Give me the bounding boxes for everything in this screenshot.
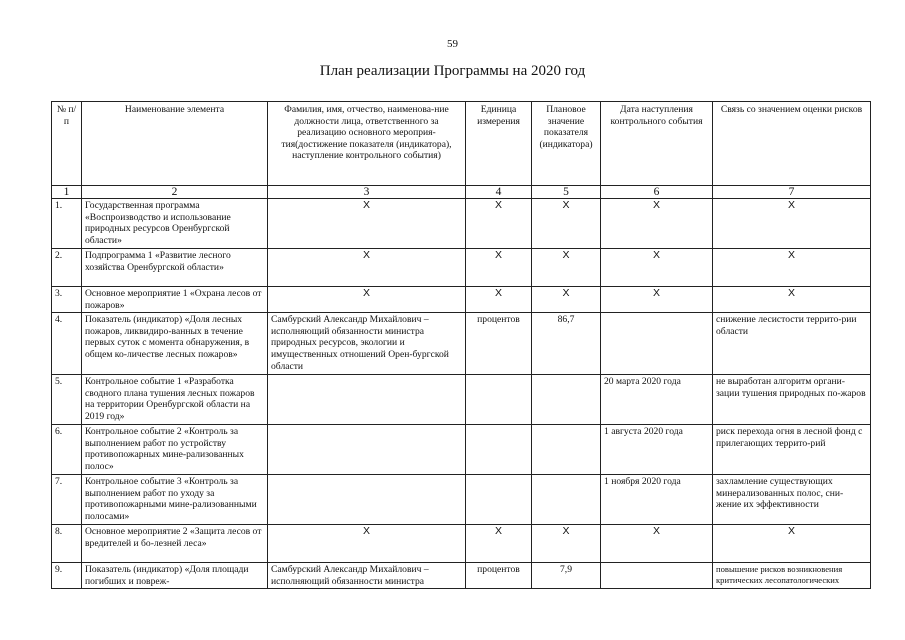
row-number: 6. [52, 425, 82, 475]
risk-link: X [713, 287, 871, 313]
risk-link: повышение рисков возникновения критических лесопатологических [713, 563, 871, 589]
responsible-person [268, 475, 466, 525]
column-number: 4 [466, 186, 532, 199]
row-number: 9. [52, 563, 82, 589]
table-row [52, 475, 871, 525]
row-number: 1. [52, 199, 82, 249]
header-number: № п/п [52, 102, 82, 186]
event-date: X [601, 199, 713, 249]
risk-link: не выработан алгоритм органи-зации тушения природных по-жаров [713, 375, 871, 425]
header-event-date: Дата наступления контрольного события [601, 102, 713, 186]
column-number: 5 [532, 186, 601, 199]
risk-link: захламление существующих минерализованных полос, сни-жение их эффективности [713, 475, 871, 525]
table-row [52, 287, 871, 313]
responsible-person: Самбурский Александр Михайлович – исполняющий обязанности министра природных ресурсов, экологии и имущественных отношений Орен-бургской области [268, 313, 466, 375]
responsible-person: X [268, 199, 466, 249]
risk-link: X [713, 249, 871, 287]
table-row [52, 425, 871, 475]
event-date: X [601, 287, 713, 313]
unit [466, 475, 532, 525]
row-number: 8. [52, 525, 82, 563]
row-number: 5. [52, 375, 82, 425]
event-date [601, 313, 713, 375]
column-number: 6 [601, 186, 713, 199]
planned-value [532, 475, 601, 525]
unit: процентов [466, 313, 532, 375]
planned-value [532, 425, 601, 475]
element-name: Основное мероприятие 1 «Охрана лесов от пожаров» [82, 287, 268, 313]
row-number: 2. [52, 249, 82, 287]
planned-value: 86,7 [532, 313, 601, 375]
column-number-row [52, 186, 871, 199]
element-name: Показатель (индикатор) «Доля площади погибших и повреж- [82, 563, 268, 589]
header-planned-value: Плановое значение показателя (индикатора) [532, 102, 601, 186]
planned-value: 7,9 [532, 563, 601, 589]
event-date: 20 марта 2020 года [601, 375, 713, 425]
row-number: 3. [52, 287, 82, 313]
event-date: X [601, 249, 713, 287]
row-number: 7. [52, 475, 82, 525]
header-risk-link: Связь со значением оценки рисков [713, 102, 871, 186]
table-row [52, 249, 871, 287]
column-number: 2 [82, 186, 268, 199]
event-date: 1 ноября 2020 года [601, 475, 713, 525]
planned-value: X [532, 199, 601, 249]
event-date: X [601, 525, 713, 563]
responsible-person [268, 375, 466, 425]
document-title: План реализации Программы на 2020 год [319, 63, 586, 79]
responsible-person: X [268, 525, 466, 563]
risk-link: X [713, 199, 871, 249]
column-number: 7 [713, 186, 871, 199]
planned-value: X [532, 249, 601, 287]
unit: X [466, 199, 532, 249]
element-name: Основное мероприятие 2 «Защита лесов от вредителей и бо-лезней леса» [82, 525, 268, 563]
unit: X [466, 525, 532, 563]
event-date: 1 августа 2020 года [601, 425, 713, 475]
responsible-person: Самбурский Александр Михайлович – исполняющий обязанности министра [268, 563, 466, 589]
table-row [52, 525, 871, 563]
unit: X [466, 249, 532, 287]
element-name: Контрольное событие 3 «Контроль за выполнением работ по уходу за противопожарными мине-рализованными полосами» [82, 475, 268, 525]
header-row [52, 102, 871, 186]
column-number: 3 [268, 186, 466, 199]
planned-value: X [532, 287, 601, 313]
row-number: 4. [52, 313, 82, 375]
header-unit: Единица измерения [466, 102, 532, 186]
unit: X [466, 287, 532, 313]
planned-value [532, 375, 601, 425]
element-name: Подпрограмма 1 «Развитие лесного хозяйства Оренбургской области» [82, 249, 268, 287]
plan-table [51, 101, 871, 589]
event-date [601, 563, 713, 589]
element-name: Государственная программа «Воспроизводство и использование природных ресурсов Оренбургской области» [82, 199, 268, 249]
element-name: Контрольное событие 1 «Разработка сводного плана тушения лесных пожаров на территории Оренбургской области на 2019 год» [82, 375, 268, 425]
element-name: Показатель (индикатор) «Доля лесных пожаров, ликвидиро-ванных в течение первых суток с момента обнаружения, в общем ко-личестве лесных пожаров» [82, 313, 268, 375]
table-row [52, 375, 871, 425]
risk-link: X [713, 525, 871, 563]
risk-link: снижение лесистости террито-рии области [713, 313, 871, 375]
unit [466, 375, 532, 425]
table-row [52, 199, 871, 249]
page-number: 59 [447, 38, 458, 50]
responsible-person: X [268, 287, 466, 313]
unit [466, 425, 532, 475]
unit: процентов [466, 563, 532, 589]
responsible-person [268, 425, 466, 475]
table-row [52, 313, 871, 375]
column-number: 1 [52, 186, 82, 199]
element-name: Контрольное событие 2 «Контроль за выполнением работ по устройству противопожарных мине-рализованных полос» [82, 425, 268, 475]
responsible-person: X [268, 249, 466, 287]
table-row [52, 563, 871, 589]
header-responsible: Фамилия, имя, отчество, наименова-ние должности лица, ответственного за реализацию основного мероприя-тия(достижение показателя (индикатора), наступление контрольного события) [268, 102, 466, 186]
header-element-name: Наименование элемента [82, 102, 268, 186]
risk-link: риск перехода огня в лесной фонд с прилегающих террито-рий [713, 425, 871, 475]
planned-value: X [532, 525, 601, 563]
